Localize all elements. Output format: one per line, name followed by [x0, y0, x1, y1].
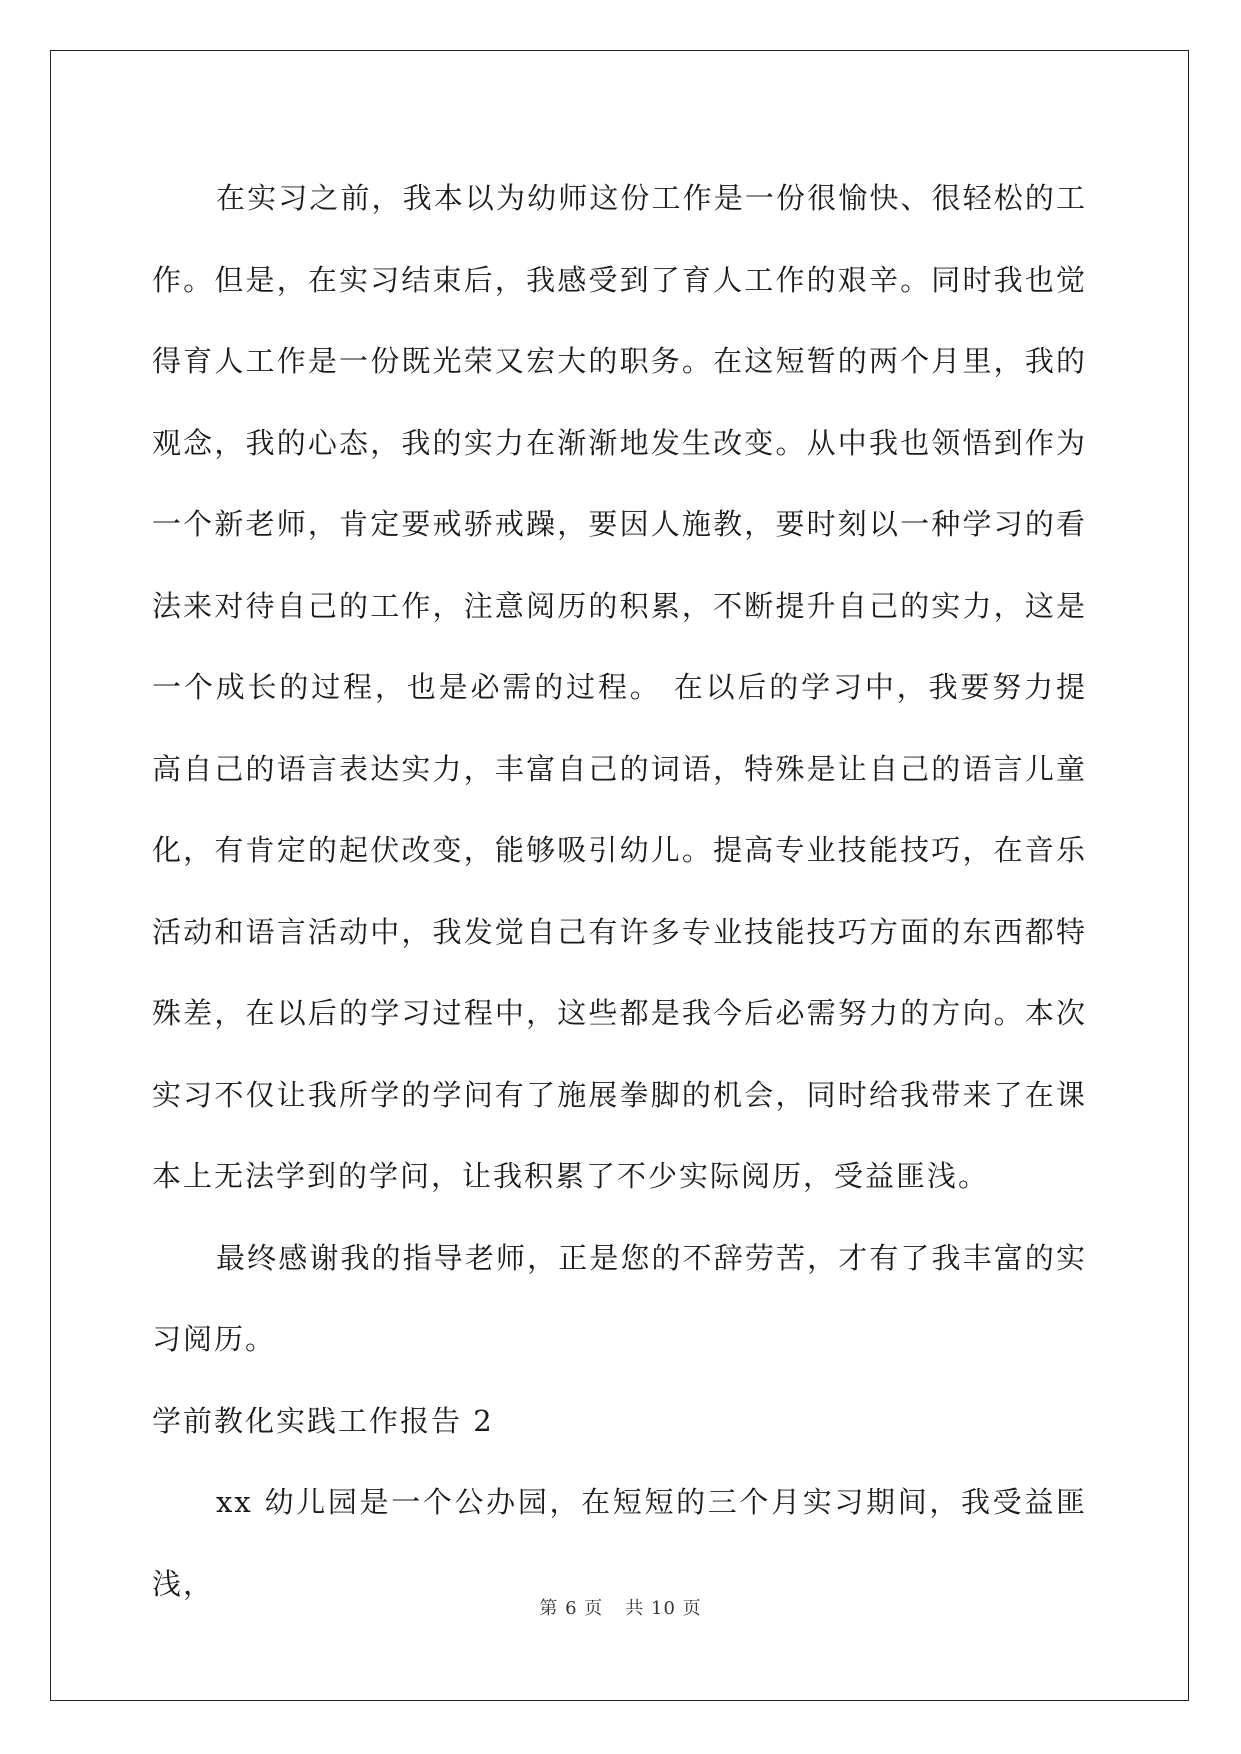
page-number: 第 6 页: [539, 1598, 604, 1619]
paragraph-thanks: 最终感谢我的指导老师，正是您的不辞劳苦，才有了我丰富的实习阅历。: [152, 1240, 1087, 1356]
page-total: 共 10 页: [625, 1598, 702, 1619]
page-footer: [0, 1594, 1241, 1620]
section-heading: 学前教化实践工作报告 2: [152, 1403, 494, 1438]
document-body: [152, 158, 1087, 1625]
paragraph-kindergarten-intro: xx 幼儿园是一个公办园，在短短的三个月实习期间，我受益匪浅，: [152, 1485, 1087, 1601]
paragraph-internship-reflection: 在实习之前，我本以为幼师这份工作是一份很愉快、很轻松的工作。但是，在实习结束后，我感受到了育人工作的艰辛。同时我也觉得育人工作是一份既光荣又宏大的职务。在这短暂的两个月里，我的观念，我的心态，我的实力在渐渐地发生改变。从中我也领悟到作为一个新老师，肯定要戒骄戒躁，要因人施教，要时刻以一种学习的看法来对待自己的工作，注意阅历的积累，不断提升自己的实力，这是一个成长的过程，也是必需的过程。 在以后的学习中，我要努力提高自己的语言表达实力，丰富自己的词语，特殊是让自己的语言儿童化，有肯定的起伏改变，能够吸引幼儿。提高专业技能技巧，在音乐活动和语言活动中，我发觉自己有许多专业技能技巧方面的东西都特殊差，在以后的学习过程中，这些都是我今后必需努力的方向。本次实习不仅让我所学的学问有了施展拳脚的机会，同时给我带来了在课本上无法学到的学问，让我积累了不少实际阅历，受益匪浅。: [152, 181, 1087, 1193]
